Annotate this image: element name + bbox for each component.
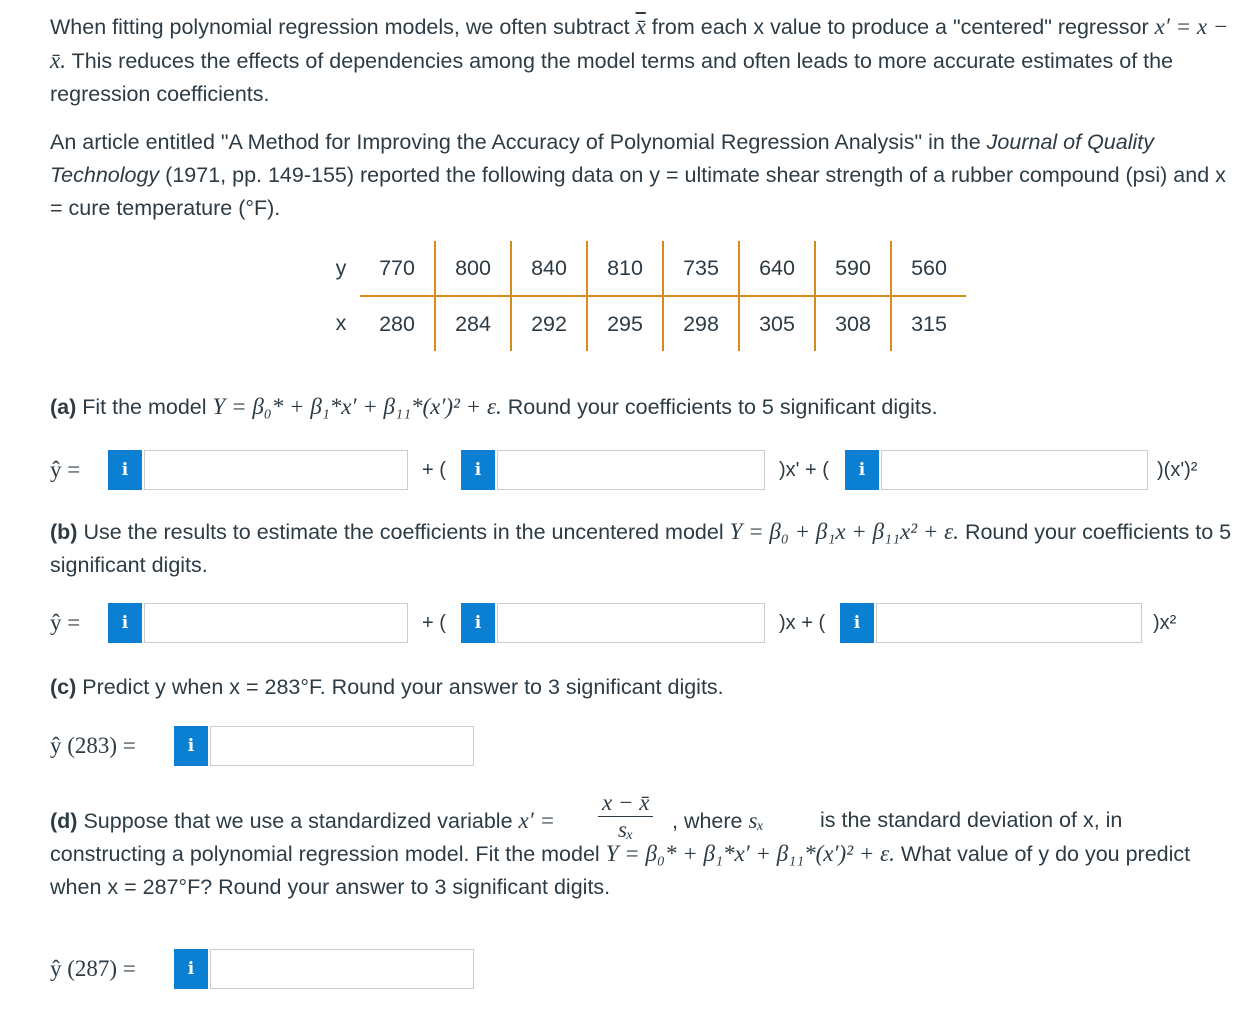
part-label: (a)	[50, 395, 77, 419]
x-cell: 280	[379, 311, 415, 336]
beta1-input[interactable]	[497, 603, 765, 643]
y-cell: 735	[663, 241, 739, 296]
part-b-question	[50, 515, 1240, 582]
y-cell: 770	[360, 241, 435, 296]
x-row	[322, 296, 966, 351]
standardized-variable: x′ =	[518, 808, 556, 833]
beta0-star-input[interactable]	[144, 450, 408, 490]
beta1-star-input[interactable]	[497, 450, 765, 490]
model-formula: Y = β₀* + β₁*x′ + β₁₁*(x′)² + ε.	[605, 841, 895, 866]
x-cell: 295	[587, 296, 663, 351]
yhat-label: ŷ (283) =	[50, 733, 136, 758]
part-label: (b)	[50, 520, 78, 544]
y-cell: 810	[587, 241, 663, 296]
y-cell: 590	[815, 241, 891, 296]
question-text: What value of y do you predict when x = 287°F? Round your answer to 3 significant digits.	[50, 842, 1191, 899]
part-d-question	[50, 804, 1240, 904]
term-separator: )x²	[1153, 612, 1177, 634]
prediction-287-input[interactable]	[210, 949, 474, 989]
y-cell: 840	[511, 241, 587, 296]
model-formula: Y = β₀ + β₁x + β₁₁x² + ε.	[729, 519, 959, 544]
term-separator: )x + (	[779, 612, 826, 634]
xbar-symbol: x̄	[635, 14, 646, 39]
part-b-answer-row	[0, 603, 1258, 643]
journal-title: Journal of Quality Technology	[50, 130, 1154, 187]
beta11-input[interactable]	[876, 603, 1142, 643]
part-label: (c)	[50, 675, 77, 699]
part-a-question	[50, 390, 1240, 424]
question-text: Predict y when x = 283°F. Round your answer to 3 significant digits.	[82, 675, 724, 699]
data-table	[322, 241, 966, 351]
info-icon[interactable]: i	[840, 603, 874, 643]
question-text: Round your coefficients to 5 significant digits.	[507, 395, 938, 419]
question-text: Suppose that we use a standardized variable	[83, 809, 513, 833]
y-cell: 800	[435, 241, 511, 296]
info-icon[interactable]: i	[461, 603, 495, 643]
fraction-denominator: sₓ	[617, 817, 634, 842]
part-c-answer-row	[0, 726, 600, 766]
info-icon[interactable]: i	[108, 450, 142, 490]
x-label: x	[335, 311, 347, 335]
beta0-input[interactable]	[144, 603, 408, 643]
question-text: , where	[672, 809, 743, 833]
info-icon[interactable]: i	[845, 450, 879, 490]
centered-formula: x′ = x − x̄.	[50, 14, 1229, 73]
x-cell: 305	[739, 296, 815, 351]
term-separator: + (	[422, 612, 446, 634]
y-row	[322, 241, 966, 296]
beta11-star-input[interactable]	[881, 450, 1148, 490]
intro-text: This reduces the effects of dependencies among the model terms and often leads to more accurate estimates of the regression coefficients.	[50, 49, 1174, 106]
yhat-label: ŷ =	[50, 457, 81, 482]
y-cell: 560	[891, 241, 966, 296]
part-a-answer-row	[0, 450, 1258, 490]
part-c-question	[50, 671, 1240, 704]
prediction-283-input[interactable]	[210, 726, 474, 766]
info-icon[interactable]: i	[108, 603, 142, 643]
x-cell: 315	[891, 296, 966, 351]
y-cell: 640	[739, 241, 815, 296]
question-text: Fit the model	[82, 395, 207, 419]
x-cell: 298	[663, 296, 739, 351]
term-separator: )(x')²	[1157, 459, 1198, 481]
intro-paragraph-2	[50, 126, 1240, 225]
y-label: y	[335, 256, 347, 280]
question-text: Use the results to estimate the coefficients in the uncentered model	[83, 520, 724, 544]
question-text: Round your coefficients to 5 significant digits.	[50, 520, 1232, 577]
intro-text: When fitting polynomial regression models, we often subtract	[50, 15, 630, 39]
yhat-label: ŷ =	[50, 610, 81, 635]
intro-paragraph-1	[50, 10, 1240, 111]
model-formula: Y = β₀* + β₁*x′ + β₁₁*(x′)² + ε.	[212, 394, 502, 419]
fraction-numerator: x − x̄	[598, 790, 653, 817]
intro-text: (1971, pp. 149-155) reported the following data on y = ultimate shear strength of a rubber compound (psi) and x = cure temperature (°F).	[50, 163, 1226, 220]
intro-text: from each x value to produce a "centered" regressor	[651, 15, 1149, 39]
x-cell: 308	[815, 296, 891, 351]
term-separator: )x' + (	[779, 459, 829, 481]
info-icon[interactable]: i	[174, 949, 208, 989]
part-label: (d)	[50, 809, 78, 833]
x-cell: 292	[511, 296, 587, 351]
info-icon[interactable]: i	[174, 726, 208, 766]
sx-symbol: sₓ	[748, 808, 764, 833]
question-text: is the standard deviation of x, in constructing a polynomial regression model. Fit the model	[50, 808, 1123, 866]
x-cell: 284	[435, 296, 511, 351]
intro-text: An article entitled "A Method for Improving the Accuracy of Polynomial Regression Analysis" in the	[50, 130, 981, 154]
term-separator: + (	[422, 459, 446, 481]
part-d-answer-row	[0, 949, 600, 989]
info-icon[interactable]: i	[461, 450, 495, 490]
yhat-label: ŷ (287) =	[50, 956, 136, 981]
